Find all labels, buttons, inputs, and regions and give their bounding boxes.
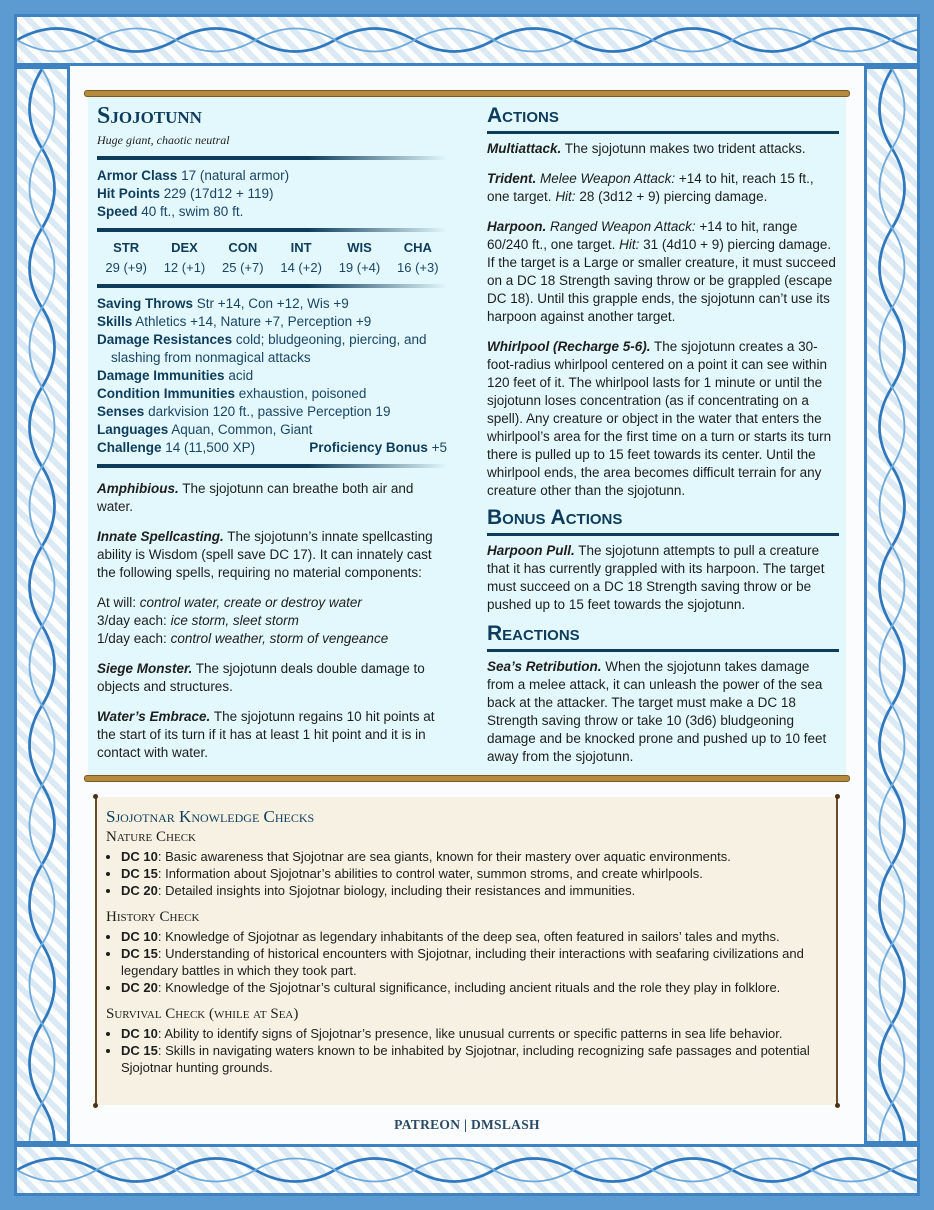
list-item: • DC 15: Skills in navigating waters known to be inhabited by Sjojotnar, including recognizing safe passages and potential Sjojotnar hunting grounds.: [121, 1042, 836, 1076]
check-heading: History Check: [106, 909, 200, 925]
action-harpoon: Harpoon. Ranged Weapon Attack: +14 to hit, range 60/240 ft., one target. Hit: 31 (4d10 + 9) piercing damage. If the target is a Large or smaller creature, it must succeed on a DC 18 Strength saving throw or be grappled (escape DC 18). Until this grapple ends, the sjojotunn can’t use its harpoon against another target.: [487, 219, 836, 324]
divider: [97, 284, 447, 288]
footer-dmslash: DMSLASH: [470, 1117, 540, 1132]
ability-wis: WIS 19 (+4): [338, 240, 381, 275]
corner-knob: [93, 1103, 98, 1108]
footer-patreon: PATREON: [394, 1117, 461, 1132]
trait-siege-monster: Siege Monster. The sjojotunn deals double damage to objects and structures.: [97, 661, 425, 694]
ability-dex: DEX 12 (+1): [163, 240, 206, 275]
trait-amphibious: Amphibious. The sjojotunn can breathe both air and water.: [97, 481, 414, 514]
ability-int: INT 14 (+2): [280, 240, 322, 275]
ability-cha: CHA 16 (+3): [397, 240, 439, 275]
action-whirlpool: Whirlpool (Recharge 5-6). The sjojotunn creates a 30-foot-radius whirlpool centered on a point it can see within 120 feet of it. The whirlpool lasts for 1 minute or until the sjojotunn loses concentration (as if concentrating on a spell). Any creature or object in the water that enters the whirlpool’s area for the first time on a turn or starts its turn there is pulled up to 15 feet towards its center. Until the whirlpool ends, the area becomes difficult terrain for any creature other than the sjojotunn.: [487, 339, 832, 498]
bonus-harpoon-pull: Harpoon Pull. The sjojotunn attempts to pull a creature that it has currently grappled with its harpoon. The target must succeed on a DC 18 Strength saving throw or be pushed up to 15 feet towards the sjojotunn.: [487, 543, 825, 612]
stat-block-right-column: [487, 104, 839, 766]
action-multiattack: Multiattack. The sjojotunn makes two trident attacks.: [487, 141, 806, 156]
damage-immunities: Damage Immunities acid: [97, 368, 254, 383]
actions-heading: Actions: [487, 104, 559, 127]
ability-str: STR 29 (+9): [105, 240, 147, 275]
monster-type: Huge giant, chaotic neutral: [97, 133, 230, 147]
action-trident: Trident. Melee Weapon Attack: +14 to hit, reach 15 ft., one target. Hit: 28 (3d12 + 9) piercing damage.: [487, 171, 814, 204]
section-rule: [487, 131, 839, 134]
speed: Speed 40 ft., swim 80 ft.: [97, 204, 244, 219]
check-list: [97, 928, 836, 996]
list-item: • DC 20: Knowledge of the Sjojotnar’s cultural significance, including ancient rituals and the role they play in folklore.: [121, 979, 836, 996]
skills: Skills Athletics +14, Nature +7, Perception +9: [97, 314, 372, 329]
ability-con: CON 25 (+7): [222, 240, 264, 275]
bonus-actions-heading: Bonus Actions: [487, 506, 623, 529]
monster-name: Sjojotunn: [97, 103, 202, 129]
check-heading: Nature Check: [106, 829, 196, 845]
list-item: • DC 10: Knowledge of Sjojotnar as legendary inhabitants of the deep sea, often featured in sailors’ tales and myths.: [121, 928, 836, 945]
corner-knob: [835, 1103, 840, 1108]
armor-class: Armor Class 17 (natural armor): [97, 168, 290, 183]
stat-block-left-column: [97, 104, 447, 762]
decorative-border-top: [14, 14, 920, 66]
divider: [97, 228, 447, 232]
knowledge-checks-box: [95, 797, 838, 1105]
stat-block: [88, 96, 846, 776]
check-list: [97, 1025, 836, 1076]
reaction-seas-retribution: Sea’s Retribution. When the sjojotunn takes damage from a melee attack, it can unleash the power of the sea back at the attacker. The target must make a DC 18 Strength saving throw or take 10 (3d6) bludgeoning damage and be knocked prone and pushed up to 10 feet away from the sjojotunn.: [487, 659, 827, 764]
proficiency-bonus: Proficiency Bonus +5: [309, 440, 447, 455]
list-item: • DC 10: Ability to identify signs of Sjojotnar’s presence, like unusual currents or specific patterns in sea life behavior.: [121, 1025, 836, 1042]
section-rule: [487, 649, 839, 652]
scroll-rod-top: [84, 90, 850, 97]
reactions-heading: Reactions: [487, 622, 580, 645]
challenge-row: [97, 439, 447, 457]
languages: Languages Aquan, Common, Giant: [97, 422, 313, 437]
list-item: • DC 10: Basic awareness that Sjojotnar are sea giants, known for their mastery over aquatic environments.: [121, 848, 836, 865]
list-item: • DC 20: Detailed insights into Sjojotnar biology, including their resistances and immunities.: [121, 882, 836, 899]
challenge: Challenge 14 (11,500 XP): [97, 440, 256, 455]
ability-scores: [97, 239, 447, 277]
list-item: • DC 15: Understanding of historical encounters with Sjojotnar, including their interactions with seafaring civilizations and legendary battles in which they took part.: [121, 945, 836, 979]
footer-separator: |: [463, 1117, 468, 1132]
damage-resistances: Damage Resistances cold; bludgeoning, piercing, and slashing from nonmagical attacks: [97, 332, 427, 365]
senses: Senses darkvision 120 ft., passive Perception 19: [97, 404, 391, 419]
condition-immunities: Condition Immunities exhaustion, poisoned: [97, 386, 367, 401]
corner-knob: [835, 794, 840, 799]
hit-points: Hit Points 229 (17d12 + 119): [97, 186, 274, 201]
trait-innate-spellcasting: Innate Spellcasting. The sjojotunn’s innate spellcasting ability is Wisdom (spell save DC 17). It can innately cast the following spells, requiring no material components:: [97, 529, 433, 580]
divider: [97, 156, 447, 160]
footer-credit: [0, 1117, 934, 1133]
decorative-border-right: [864, 66, 920, 1144]
decorative-border-bottom: [14, 1144, 920, 1196]
spell-line: 3/day each: ice storm, sleet storm: [97, 613, 299, 628]
spell-line: 1/day each: control weather, storm of vengeance: [97, 631, 389, 646]
saving-throws: Saving Throws Str +14, Con +12, Wis +9: [97, 296, 349, 311]
decorative-border-left: [14, 66, 70, 1144]
spell-list: [97, 594, 447, 648]
check-list: [97, 848, 836, 899]
section-rule: [487, 533, 839, 536]
divider: [97, 464, 447, 468]
trait-waters-embrace: Water’s Embrace. The sjojotunn regains 10 hit points at the start of its turn if it has at least 1 hit point and it is in contact with water.: [97, 709, 435, 760]
list-item: • DC 15: Information about Sjojotnar’s abilities to control water, summon stroms, and create whirlpools.: [121, 865, 836, 882]
spell-line: At will: control water, create or destroy water: [97, 595, 362, 610]
corner-knob: [93, 794, 98, 799]
knowledge-title: Sjojotnar Knowledge Checks: [106, 807, 315, 826]
scroll-rod-bottom: [84, 775, 850, 782]
check-heading: Survival Check (while at Sea): [106, 1006, 299, 1022]
